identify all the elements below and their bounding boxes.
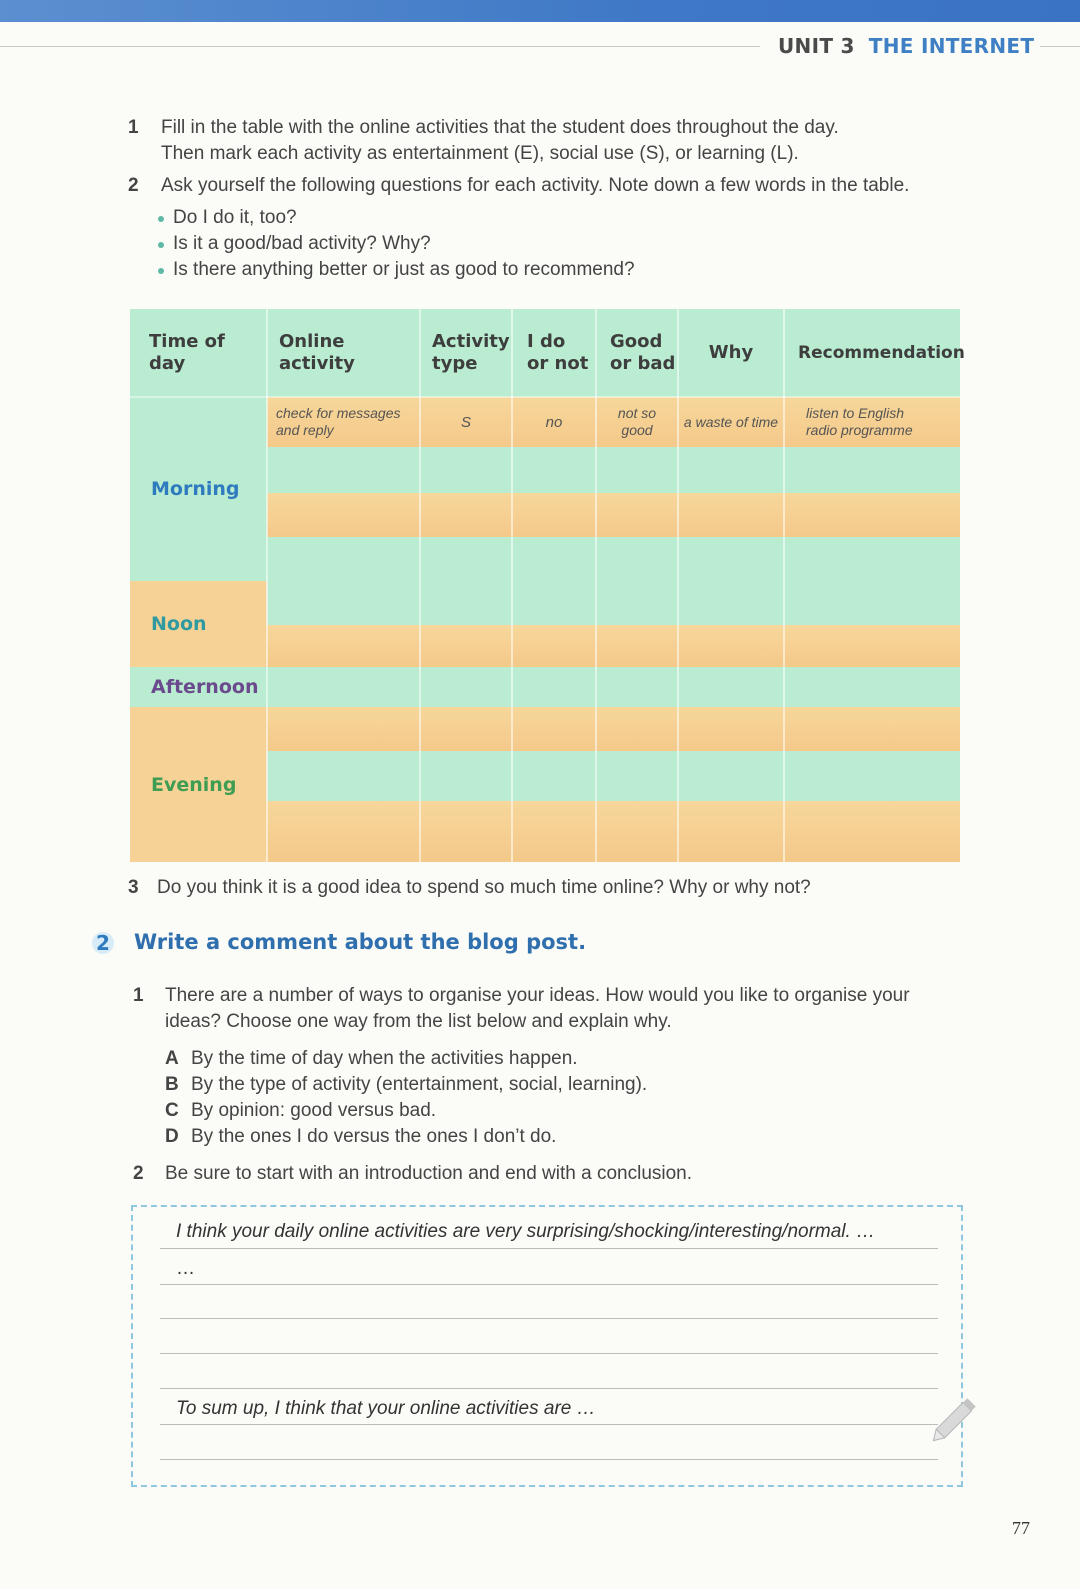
- writing-conclusion: To sum up, I think that your online activities are …: [176, 1398, 596, 1419]
- writing-line: [160, 1388, 938, 1389]
- writing-line: [160, 1284, 938, 1285]
- option-letter: A: [165, 1048, 179, 1069]
- header-line: I do: [527, 331, 566, 352]
- item-number: 1: [133, 985, 144, 1006]
- example-good-bad: [596, 397, 678, 447]
- unit-label: UNIT 3: [778, 34, 855, 58]
- section2-instruction-2: Be sure to start with an introduction and end with a conclusion.: [165, 1163, 693, 1184]
- header-time-of-day: Time of day: [149, 331, 225, 374]
- column-separator: [595, 309, 597, 862]
- column-separator: [511, 309, 513, 862]
- page-number: 77: [1012, 1518, 1030, 1538]
- bullet-text: Do I do it, too?: [173, 207, 297, 228]
- table-row: [267, 707, 960, 751]
- bullet-text: Is there anything better or just as good to recommend?: [173, 259, 635, 280]
- column-separator: [419, 309, 421, 862]
- header-line: type: [432, 353, 478, 374]
- instruction-3: Do you think it is a good idea to spend so much time online? Why or why not?: [157, 877, 811, 898]
- column-separator: [677, 309, 679, 862]
- example-type: S: [460, 413, 471, 431]
- table-row: [267, 447, 960, 493]
- writing-line: [160, 1459, 938, 1460]
- bullet-icon: [158, 242, 164, 248]
- option-text: By the type of activity (entertainment, social, learning).: [191, 1074, 648, 1095]
- header-good-or-bad: [596, 309, 678, 397]
- unit-title: THE INTERNET: [868, 34, 1035, 58]
- example-good-bad-line: good: [621, 422, 653, 438]
- instruction-line: Fill in the table with the online activities that the student does throughout the day.: [161, 117, 839, 138]
- instruction-1: [161, 115, 839, 167]
- bullet-text: Is it a good/bad activity? Why?: [173, 233, 431, 254]
- instruction-line: Then mark each activity as entertainment (E), social use (S), or learning (L).: [161, 143, 799, 164]
- section-title: Write a comment about the blog post.: [134, 930, 587, 954]
- table-row: [267, 667, 960, 707]
- instruction-line: Ask yourself the following questions for each activity. Note down a few words in the table.: [161, 175, 910, 196]
- writing-line: [160, 1318, 938, 1319]
- header-activity-type: [420, 309, 512, 397]
- header-line: or bad: [610, 353, 676, 374]
- top-color-bar: [0, 0, 1080, 22]
- example-recommendation-line: radio programme: [806, 422, 913, 438]
- writing-line: [160, 1248, 938, 1249]
- header-online-activity: Online activity: [279, 331, 355, 374]
- bullet-icon: [158, 216, 164, 222]
- column-separator: [783, 309, 785, 862]
- example-good-bad-line: not so: [617, 405, 657, 421]
- header-why: Why: [708, 342, 754, 363]
- bullet-icon: [158, 268, 164, 274]
- table-row: [267, 751, 960, 801]
- option-letter: D: [165, 1126, 179, 1147]
- header-i-do-or-not: [512, 309, 596, 397]
- unit-header: [778, 34, 1034, 60]
- example-activity-line: check for messages: [276, 405, 401, 421]
- instruction-line: There are a number of ways to organise your ideas. How would you like to organise your: [165, 985, 910, 1006]
- pencil-icon: [928, 1390, 984, 1446]
- item-number: 2: [133, 1163, 144, 1184]
- header-recommendation: Recommendation: [798, 343, 965, 363]
- table-row: [267, 493, 960, 537]
- writing-line: [160, 1424, 938, 1425]
- item-number: 3: [128, 877, 139, 898]
- time-noon: Noon: [130, 581, 267, 667]
- example-activity: [276, 397, 420, 447]
- example-recommendation: [806, 397, 960, 447]
- example-why: a waste of time: [683, 413, 779, 430]
- instruction-2: [161, 173, 909, 199]
- column-separator: [266, 309, 268, 862]
- header-rule: [0, 46, 760, 47]
- table-row: [267, 801, 960, 862]
- header-line: Activity: [432, 331, 510, 352]
- option-text: By opinion: good versus bad.: [191, 1100, 437, 1121]
- table-row: [267, 625, 960, 667]
- example-recommendation-line: listen to English: [806, 405, 905, 421]
- option-text: By the time of day when the activities happen.: [191, 1048, 578, 1069]
- table-row: [267, 537, 960, 581]
- header-rule: [1040, 46, 1080, 47]
- table-row: [267, 581, 960, 625]
- header-line: or not: [527, 353, 589, 374]
- table-grid: [130, 309, 965, 862]
- example-i-do: no: [545, 413, 563, 431]
- item-number: 2: [128, 175, 139, 196]
- instruction-line: ideas? Choose one way from the list below and explain why.: [165, 1011, 672, 1032]
- section-number: 2: [92, 932, 114, 954]
- time-morning: Morning: [130, 397, 267, 581]
- section2-instruction-1: [165, 983, 910, 1035]
- option-letter: B: [165, 1074, 179, 1095]
- option-text: By the ones I do versus the ones I don’t do.: [191, 1126, 557, 1147]
- header-line: Good: [610, 331, 663, 352]
- option-letter: C: [165, 1100, 179, 1121]
- writing-starter: I think your daily online activities are very surprising/shocking/interesting/normal. …: [176, 1221, 876, 1242]
- example-activity-line: and reply: [276, 422, 334, 438]
- item-number: 1: [128, 117, 139, 138]
- time-evening: Evening: [130, 707, 267, 862]
- writing-continuation: …: [176, 1258, 195, 1279]
- activities-table: [130, 309, 965, 862]
- writing-line: [160, 1353, 938, 1354]
- time-afternoon: Afternoon: [130, 667, 267, 707]
